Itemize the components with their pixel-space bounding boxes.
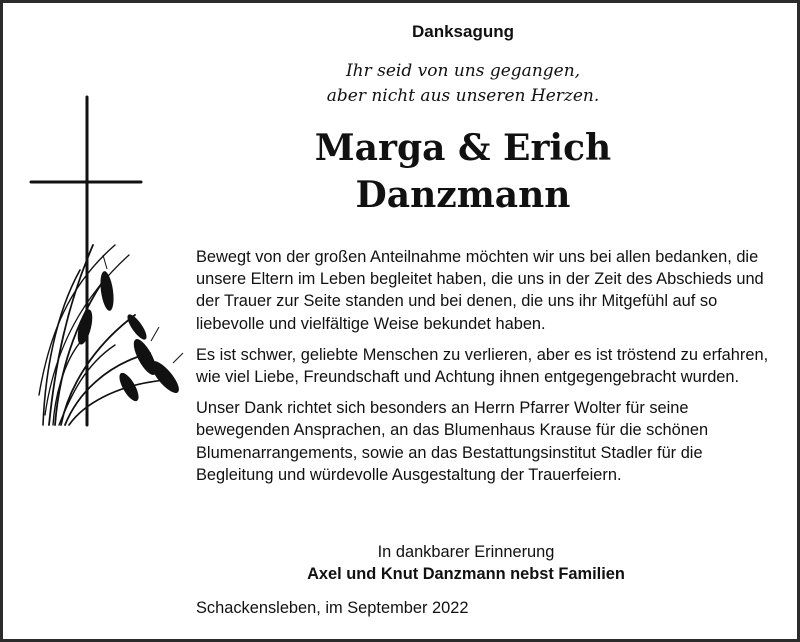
notice-heading: Danksagung: [411, 22, 515, 41]
cross-with-wheat-icon: [25, 95, 185, 435]
paragraph-2: Es ist schwer, geliebte Menschen zu verlieren, aber es ist tröstend zu erfahren, wie viel Liebe, Freundschaft und Achtung ihnen entgegengebracht wurden.: [196, 345, 769, 387]
deceased-first-names: Marga & Erich: [314, 127, 612, 169]
deceased-surname: Danzmann: [355, 174, 571, 216]
quote-line-1: Ihr seid von uns gegangen,: [345, 61, 581, 81]
deceased-names: [153, 125, 773, 219]
paragraph-3: Unser Dank richtet sich besonders an Herrn Pfarrer Wolter für seine bewegenden Ansprachen, an das Blumenhaus Krause für die schönen Blumenarrangements, sowie an das Bestattungsinstitut Stadler für die Begleitung und würdevolle Ausgestaltung der Trauerfeiern.: [196, 399, 709, 484]
signers: Axel und Knut Danzmann nebst Familien: [307, 565, 625, 583]
closing-block: [196, 541, 736, 585]
memorial-quote: [153, 59, 773, 109]
quote-line-2: aber nicht aus unseren Herzen.: [326, 86, 600, 106]
paragraph-1: Bewegt von der großen Anteilnahme möchten wir uns bei allen bedanken, die unsere Eltern im Leben begleitet haben, die uns in der Zeit des Abschieds und der Trauer zur Seite standen und bei denen, die uns ihr Mitgefühl auf so liebevolle und vielfältige Weise bekundet haben.: [196, 248, 764, 333]
place-and-date: Schackensleben, im September 2022: [196, 599, 469, 617]
thank-you-text: [196, 246, 776, 495]
closing-phrase: In dankbarer Erinnerung: [377, 543, 555, 561]
